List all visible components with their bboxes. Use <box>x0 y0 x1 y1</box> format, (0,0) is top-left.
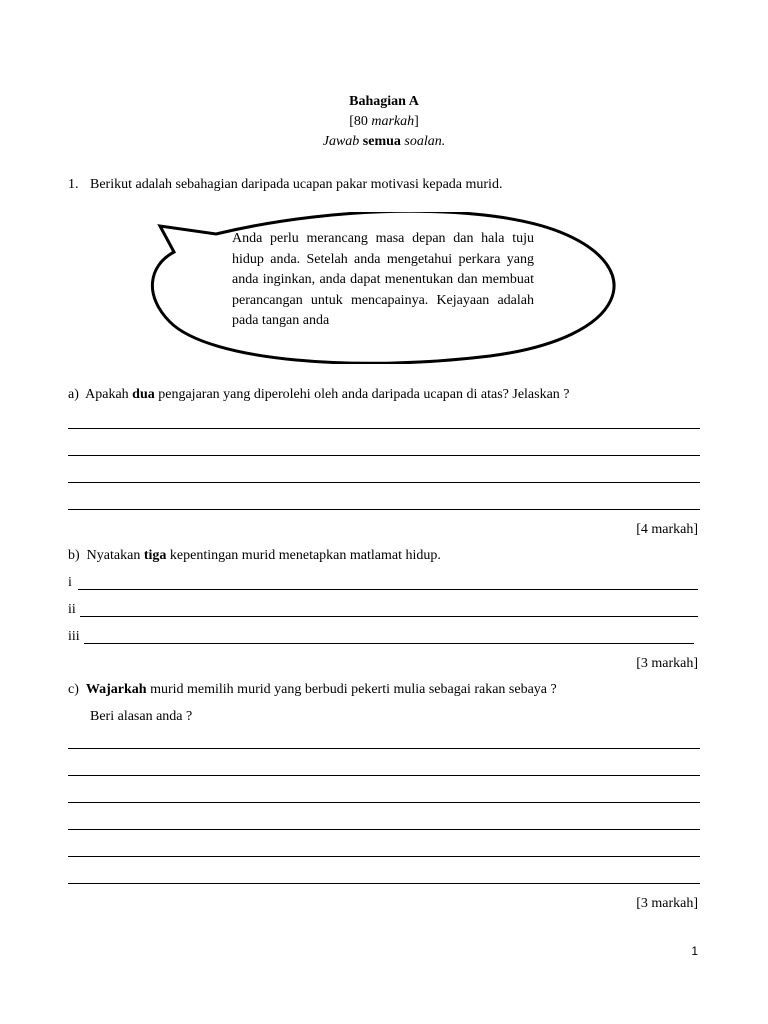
section-instruction: Jawab semua soalan. <box>322 134 446 149</box>
marks-label: [3 markah] <box>636 656 698 671</box>
question-a: a) Apakah dua pengajaran yang diperolehi oleh anda daripada ucapan di atas? Jelaskan ? <box>68 387 570 402</box>
item-label: i <box>68 575 72 590</box>
answer-line[interactable] <box>68 829 700 830</box>
marks-label: [4 markah] <box>636 522 698 537</box>
answer-line[interactable] <box>68 509 700 510</box>
answer-line[interactable] <box>68 428 700 429</box>
answer-line[interactable] <box>68 883 700 884</box>
question-1 <box>68 177 502 193</box>
answer-line[interactable] <box>68 856 700 857</box>
answer-line[interactable] <box>84 643 694 644</box>
answer-line[interactable] <box>78 589 698 590</box>
question-c-subtext: Beri alasan anda ? <box>90 709 193 724</box>
item-label: ii <box>68 602 76 617</box>
marks-label: [3 markah] <box>636 896 698 911</box>
answer-line[interactable] <box>68 482 700 483</box>
answer-line[interactable] <box>68 748 700 749</box>
question-c: c) Wajarkah murid memilih murid yang berbudi pekerti mulia sebagai rakan sebaya ? <box>68 682 557 697</box>
answer-line[interactable] <box>68 802 700 803</box>
answer-line[interactable] <box>68 455 700 456</box>
section-title: Bahagian A <box>349 94 419 109</box>
question-number: 1. <box>68 177 79 192</box>
section-total-marks: [80 markah] <box>349 114 419 129</box>
motivational-quote: Anda perlu merancang masa depan dan hala tuju hidup anda. Setelah anda mengetahui perkara yang anda inginkan, anda dapat menentukan dan membuat perancangan untuk mencapainya. Kejayaan adalah pada tangan anda <box>232 231 534 328</box>
item-label: iii <box>68 629 80 644</box>
question-b: b) Nyatakan tiga kepentingan murid menetapkan matlamat hidup. <box>68 548 441 563</box>
answer-line[interactable] <box>68 775 700 776</box>
question-text: Berikut adalah sebahagian daripada ucapan pakar motivasi kepada murid. <box>90 177 503 192</box>
page-number: 1 <box>691 944 698 958</box>
answer-line[interactable] <box>80 616 698 617</box>
